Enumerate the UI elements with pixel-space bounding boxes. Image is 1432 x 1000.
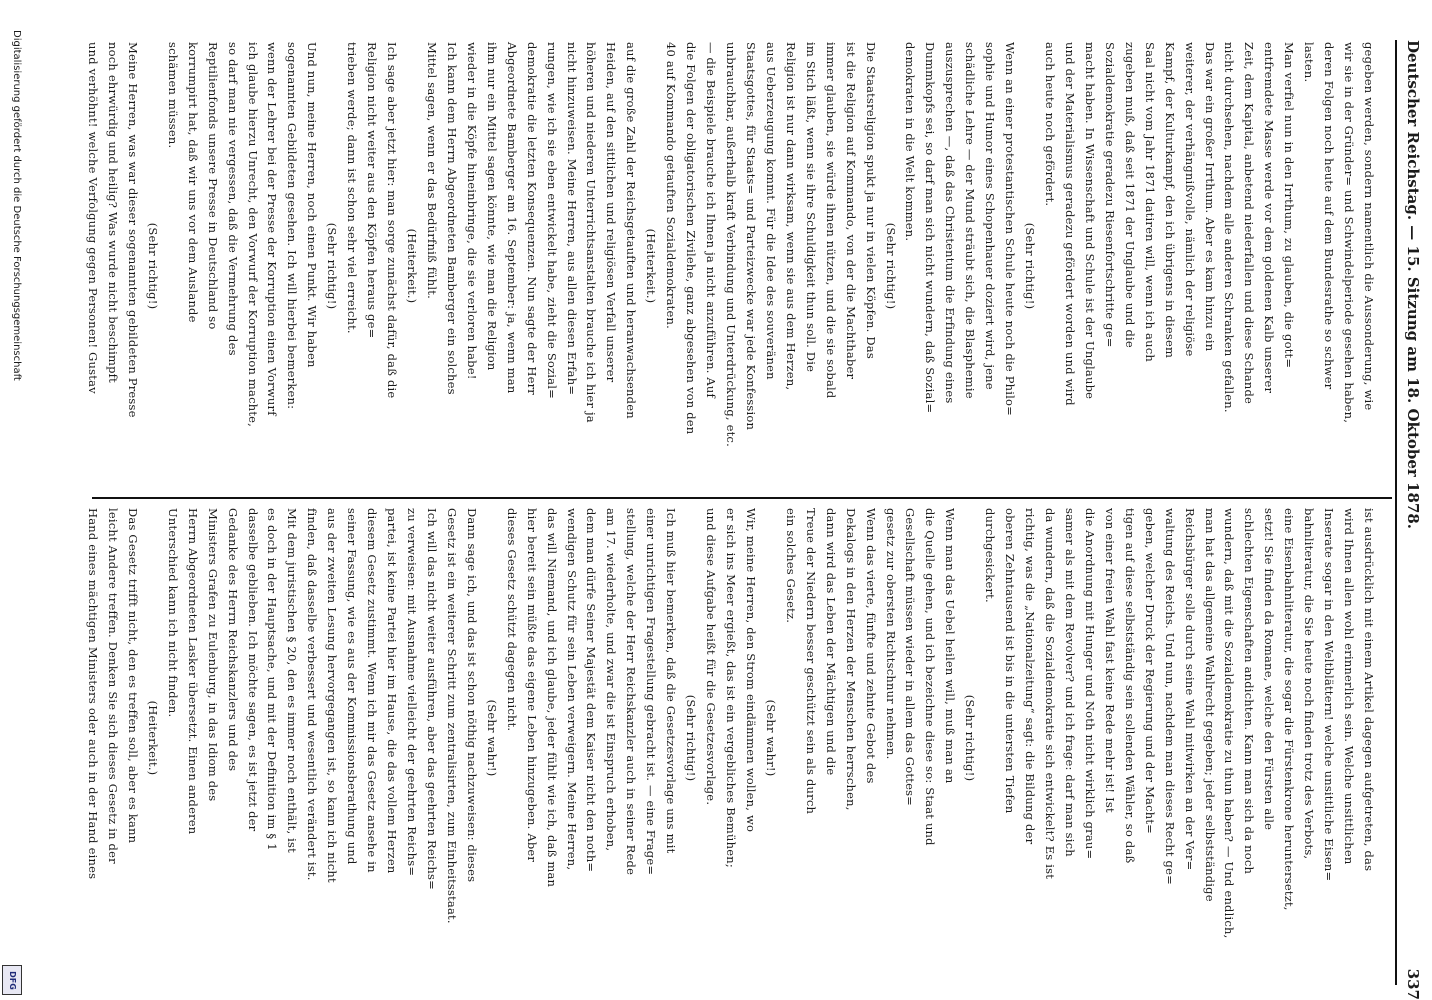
text-line: schädliche Lehre — der Mund sträubt sich, die Blasphemie <box>963 42 978 399</box>
text-line: Unterschied kann ich nicht finden. <box>165 508 180 718</box>
text-line: die Folgen der obligatorischen Zivilehe, ganz abgesehen von den <box>684 42 699 435</box>
text-line: Das war ein großer Irrthum. Aber es kam hinzu ein <box>1202 42 1217 352</box>
text-line: partei, ist keine Partei hier im Hause, die das vollem Herzen <box>385 508 400 874</box>
text-line: diesem Gesetz zustimmt. Wenn ich mir das Gesetz ansehe in <box>365 508 380 873</box>
text-line: 40 auf Kommando getauften Sozialdemokraten. <box>664 42 679 329</box>
text-line: von einer freien Wahl fast keine Rede mehr ist! Ist <box>1102 508 1117 813</box>
text-line: Inserate sogar in den Weltblättern! welche unsittliche Eisen= <box>1322 508 1337 882</box>
text-line: korrumpirt hat, daß wir uns vor dem Auslande <box>185 42 200 323</box>
text-line: Zeit, dem Kapital, anbetend niederfallen und diese Schande <box>1242 42 1257 405</box>
text-line: er sich ins Meer ergießt, das ist ein vergebliches Bemühen; <box>724 508 738 868</box>
text-line: Ministers Grafen zu Eulenburg, in das Idiom des <box>205 508 220 802</box>
text-line: sophie und Humor eines Schopenhauer doziert wird, jene <box>983 42 998 390</box>
text-line: und der Materialismus geradezu gefördert worden und wird <box>1062 42 1077 406</box>
header-rule <box>1395 40 1397 985</box>
text-line: bahnliteratur, die Sie heute noch finden trotz des Verbots, <box>1302 508 1317 860</box>
text-line: die Anordnung mit Hunger und Noth nicht wirklich grau= <box>1082 508 1097 860</box>
text-line: Ich kann dem Herrn Abgeordneten Bamberger ein solches <box>444 42 459 395</box>
text-line: Herrn Abgeordneten Lasker übersetzt. Einen anderen <box>185 508 200 835</box>
text-line: Kampf, der Kulturkampf, den ich übrigens in diesem <box>1162 42 1177 359</box>
text-line: ihm nur ein Mittel sagen könnte, wie man die Religion <box>484 42 499 371</box>
running-head <box>1404 40 1422 1000</box>
text-line: wieder in die Köpfe hineinbringe, die sie verloren habe! <box>464 42 479 380</box>
text-line: (Sehr wahr!) <box>763 699 778 777</box>
text-line: wir sie in der Gründer= und Schwindelperiode gesehen haben, <box>1342 42 1357 424</box>
text-line: aus Ueberzeugung kommt. Für die Idee des souveränen <box>763 42 778 380</box>
text-line: (Sehr richtig!) <box>684 694 699 782</box>
text-line: Gesellschaft müssen wieder in allem das Gottes= <box>903 508 918 807</box>
text-line: Abgeordnete Bamberger am 16. September: ja, wenn man <box>504 42 519 394</box>
text-line: Mit dem juristischen § 20, den es immer noch enthält, ist <box>285 508 300 853</box>
text-line: einer unrichtigen Fragestellung gebracht ist. — eine Frage= <box>644 508 659 876</box>
text-line: Wir, meine Herren, den Strom eindämmen wollen, wo <box>743 508 758 833</box>
text-line: Dann sage ich, und das ist schon nöthig nachzuweisen: dieses <box>464 508 479 883</box>
text-line: Saal nicht vom Jahr 1871 datiren will, wenn ich auch <box>1142 42 1157 362</box>
text-line: macht haben. In Wissenschaft und Schule ist der Unglaube <box>1082 42 1097 400</box>
text-line: Wenn das vierte, fünfte und zehnte Gebot des <box>863 508 878 784</box>
text-line: dem man dürfe Seiner Majestät dem Kaiser nicht den noth= <box>584 508 599 873</box>
text-line: seiner Fassung, wie es aus der Kommissionsberathung und <box>345 508 360 865</box>
text-line: dann wird das Leben der Mächtigen und die <box>823 508 838 776</box>
text-line: waltung des Reichs. Und nun, nachdem man dieses Recht ge= <box>1162 508 1177 885</box>
text-line: (Heiterkeit.) <box>644 228 659 304</box>
text-line: nicht durchsehen, nachdem alle anderen Schranken gefallen. <box>1222 42 1237 413</box>
text-line: Man verfiel nun in den Irrthum, zu glauben, die gott= <box>1282 42 1297 369</box>
text-line: (Sehr wahr!) <box>484 699 499 777</box>
text-line: Treue der Niedern besser geschützt sein als durch <box>803 508 818 815</box>
text-line: ist die Religion auf Kommando, von der die Machthaber <box>843 42 858 380</box>
text-line: richtig, was die „Nationalzeitung“ sagt: die Bildung der <box>1023 508 1038 845</box>
text-line: immer glauben, sie würde ihnen nützen, und die sie sobald <box>823 42 838 399</box>
text-line: ich glaube hierzu Unrecht, den Vorwurf der Korruption machte, <box>245 42 260 428</box>
text-line: Ich will das nicht weiter ausführen, aber das geehrten Reichs= <box>424 508 439 890</box>
text-line: gegeben werden, sondern namentlich die Aussonderung, wie <box>1362 42 1376 411</box>
text-line: Religion ist nur dann wirksam, wenn sie aus dem Herzen, <box>783 42 798 391</box>
text-line: auszusprechen —, daß das Christentum die Erfindung eines <box>943 42 958 404</box>
text-line: zu verweisen: mit Ausnahme vielleicht der geehrten Reichs= <box>405 508 419 877</box>
text-line: wird Ihnen allen wohl erinnerlich sein. Welche unsittlichen <box>1342 508 1357 865</box>
text-line: Gesetz ist ein weiterer Schritt zum zentralisirten, zum Einheitsstaat. <box>444 508 459 924</box>
page-number: 337 <box>1404 968 1422 1000</box>
text-line: aus der zweiten Lesung hervorgegangen ist, so kann ich nicht <box>325 508 340 883</box>
text-line: die Quelle gehen, und ich bezeichne diese so: Staat und <box>923 508 938 846</box>
text-line: wendigen Schutz für sein Leben verweigern. Meine Herren, <box>564 508 579 871</box>
text-line: schlechten Eigenschaften andichten. Kann man sich da noch <box>1242 508 1257 875</box>
text-line: das will Niemand, und ich glaube, jeder fühlt wie ich, daß man <box>544 508 559 888</box>
text-line: so darf man nie vergessen, daß die Vermehrung des <box>225 42 240 356</box>
text-line: (Sehr richtig!) <box>963 694 978 782</box>
text-line: höheren und niederen Unterrichtsanstalten brauche ich hier ja <box>584 42 599 423</box>
text-line: ein solches Gesetz. <box>783 508 798 624</box>
text-line: zugeben muß, daß seit 1871 der Unglaube und die <box>1122 42 1137 348</box>
text-line: schämen müssen. <box>165 42 180 149</box>
text-line: Sozialdemokratie geradezu Riesenfortschritte ge= <box>1102 42 1117 348</box>
attribution-text: Digitalisierung gefördert durch die Deutsche Forschungsgemeinschaft <box>11 30 22 381</box>
text-line: wundern, daß mit die Sozialdemokratie zu thun haben? — Und endlich, <box>1222 508 1237 939</box>
text-line: hier bereit sein müßte das eigene Leben hinzugeben. Aber <box>524 508 539 863</box>
text-line: (Sehr richtig!) <box>325 222 340 310</box>
text-line: Hand eines mächtigen Ministers oder auch in der Hand eines <box>86 508 100 880</box>
text-line: sogenannten Gebildeten gesehen. Ich will hierbei bemerken: <box>285 42 300 410</box>
text-line: Das Gesetz trifft nicht, den es treffen soll, aber es kann <box>125 508 140 844</box>
text-line: Die Staatsreligion spukt ja nur in vielen Köpfen. Das <box>863 42 878 359</box>
text-line: Meine Herren, was war dieser sogenannten gebildeten Presse <box>125 42 140 418</box>
text-line: Heiden, auf den sittlichen und religiösen Verfall unserer <box>604 42 619 383</box>
text-line: Reptilienfonds unsere Presse in Deutschland so <box>205 42 220 330</box>
text-line: und verhöhnt! welche Verfolgung gegen Personen! Gustav <box>86 42 100 394</box>
text-line: am 17. wiederholte, und zwar die ist Einspruch erhoben, <box>604 508 619 852</box>
text-line: durchgesickert. <box>983 508 998 603</box>
text-line: Staatsgottes, für Staats= und Parteizwecke war jede Konfession <box>743 42 758 431</box>
text-line: Gedanke des Herrn Reichskanzlers und des <box>225 508 240 772</box>
text-line: rungen, wie ich sie eben entwickelt habe, zieht die Sozial= <box>544 42 559 399</box>
text-line: noch ehrwürdig und heilig? Was wurde nicht beschimpft <box>105 42 120 383</box>
text-line: wenn der Lehrer bei der Presse der Korruption einen Vorwurf <box>265 42 280 416</box>
column-rule <box>92 497 1392 499</box>
text-line: nicht hinzuweisen. Meine Herren, aus allen diesen Erfah= <box>564 42 579 396</box>
text-line: trieben werde; dann ist schon sehr viel erreicht. <box>345 42 360 334</box>
running-title: Deutscher Reichstag. — 15. Sitzung am 18. Oktober 1878. <box>1404 40 1422 530</box>
text-line: demokraten in die Welt kommen. <box>903 42 918 242</box>
text-line: Reichsbürger solle durch seine Wahl mitwirken an der Ver= <box>1182 508 1197 871</box>
text-line: da wundern, daß die Sozialdemokratie sich entwickelt? Es ist <box>1043 508 1057 880</box>
text-line: Dekalogs in den Herzen der Menschen herrschen, <box>843 508 858 811</box>
text-line: geben, welcher Druck der Regierung und der Macht= <box>1142 508 1157 835</box>
text-line: Und nun, meine Herren, noch einen Punkt. Wir haben <box>305 42 320 368</box>
text-line: unbrauchbar, außerhalb kraft Verbindung und Unterdrückung, etc. <box>724 42 738 447</box>
text-line: demokratie die letzten Konsequenzen. Nun sagte der Herr <box>524 42 539 395</box>
text-line: lasten. <box>1302 42 1317 83</box>
text-line: eine Eisenbahnliteratur, die sogar die Fürstenkrone heruntersetzt, <box>1282 508 1297 911</box>
text-line: samer als mit dem Revolver? und ich frage: darf man sich <box>1062 508 1077 857</box>
text-line: oberen Zehntausend ist bis in die untersten Tiefen <box>1003 508 1018 814</box>
text-line: gesetz zur obersten Richtschnur nehmen. <box>883 508 898 760</box>
text-line: entfremdete Masse werde vor dem goldenen Kalb unserer <box>1262 42 1277 394</box>
text-line: Religion nicht weiter aus den Köpfen heraus ge= <box>365 42 380 339</box>
text-line: dasselbe geblieben. Ich möchte sagen, es ist jetzt der <box>245 508 260 832</box>
text-line: Wenn man das Uebel heilen will, muß man an <box>943 508 958 784</box>
text-line: Wenn an einer protestantischen Schule heute noch die Philo= <box>1003 42 1018 416</box>
text-line: dieses Gesetz schützt dagegen nicht. <box>504 508 519 732</box>
dfg-logo-text: DFG <box>7 970 17 990</box>
text-line: deren Folgen noch heute auf dem Bundesrathe so schwer <box>1322 42 1337 390</box>
text-line: im Stich läßt, wenn sie ihre Schuldigkeit thun soll. Die <box>803 42 818 373</box>
text-line: und diese Aufgabe heißt für die Gesetzesvorlage. <box>704 508 719 806</box>
text-line: (Heiterkeit.) <box>405 228 419 304</box>
text-line: leicht Andere treffen. Denken Sie sich dieses Gesetz in der <box>105 508 120 864</box>
text-line: — die Beispiele brauche ich Ihnen ja nicht anzuführen. Auf <box>704 42 719 398</box>
text-line: weiterer, der verhängnißvolle, nämlich der religiöse <box>1182 42 1197 357</box>
dfg-logo <box>2 965 22 995</box>
text-line: (Sehr richtig!) <box>145 222 160 310</box>
text-line: Dummkopfs sei, so darf man sich nicht wundern, daß Sozial= <box>923 42 938 414</box>
text-line: Ich sage aber jetzt hier: man sorge zunächst dafür, daß die <box>385 42 400 399</box>
text-line: auch heute noch gefördert. <box>1043 42 1057 207</box>
text-line: Mittel sagen, wenn er das Bedürfniß fühlt. <box>424 42 439 299</box>
text-line: finden, daß dasselbe verbessert und wesentlich verändert ist. <box>305 508 320 881</box>
text-line: setzt! Sie finden da Romane, welche den Fürsten alle <box>1262 508 1277 831</box>
text-line: tigen auf diese selbstständig sein sollenden Wähler, so daß <box>1122 508 1137 864</box>
text-line: man hat das allgemeine Wahlrecht gegeben; jeder selbstständige <box>1202 508 1217 902</box>
text-line: es doch in der Hauptsache, und mit der Definition im § 1 <box>265 508 280 851</box>
text-line: auf die große Zahl der Reichsgetauften und heranwachsenden <box>624 42 639 419</box>
text-line: (Heiterkeit.) <box>145 700 160 776</box>
text-line: (Sehr richtig!) <box>1023 222 1038 310</box>
text-line: ist ausdrücklich mit einem Artikel dagegen aufgetreten, das <box>1362 508 1376 872</box>
text-line: (Sehr richtig!) <box>883 222 898 310</box>
text-line: stellung, welche der Herr Reichskanzler auch in seiner Rede <box>624 508 639 876</box>
text-line: Ich muß hier bemerken, daß die Gesetzesvorlage uns mit <box>664 508 679 854</box>
